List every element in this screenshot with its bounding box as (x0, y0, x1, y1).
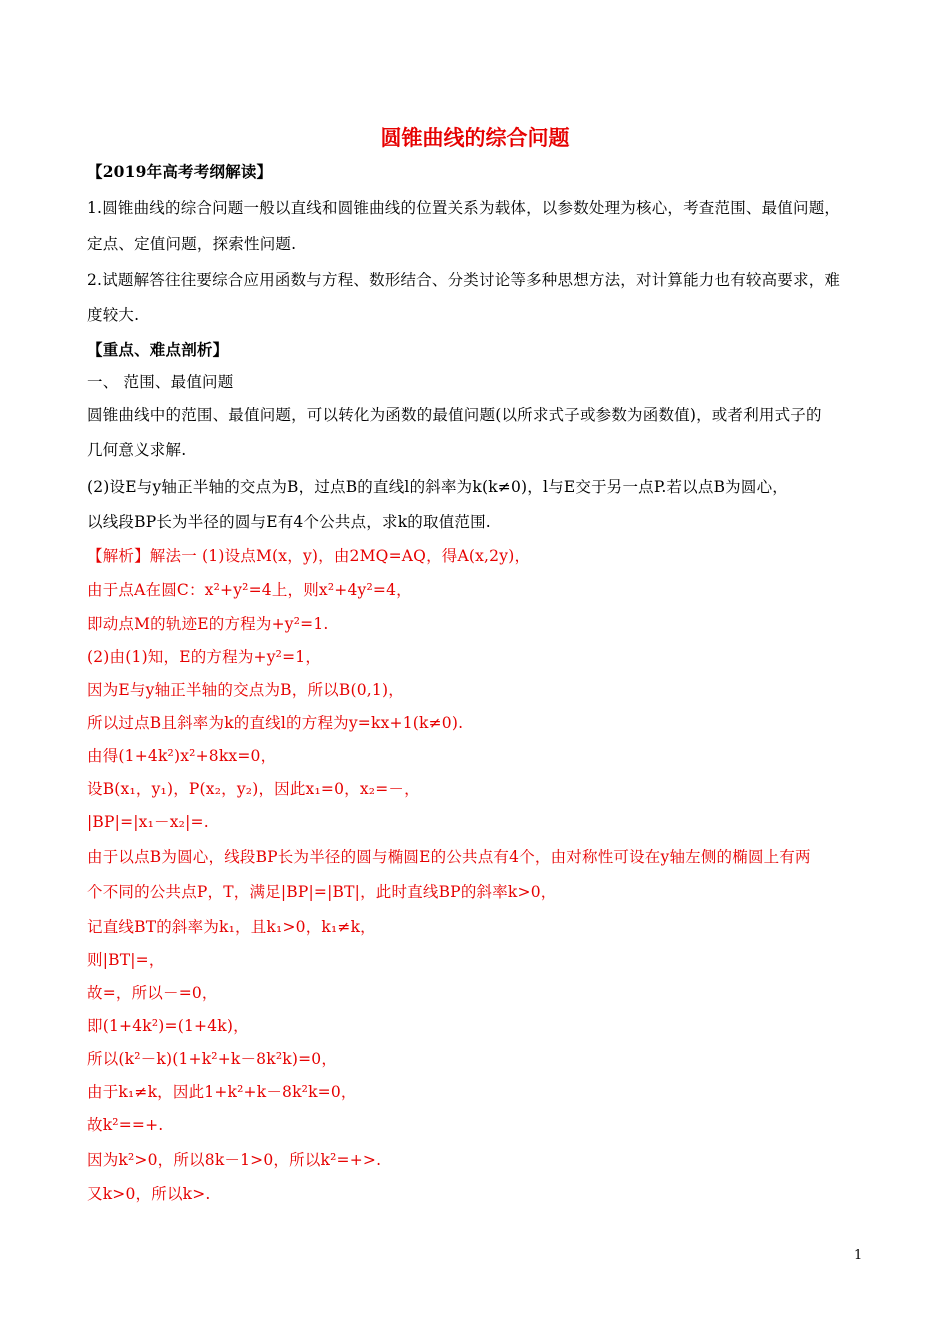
solution-line: 所以(k²－k)(1+k²+k－8k²k)=0， (87, 1050, 338, 1068)
solution-line: (2)由(1)知，E的方程为+y²=1， (87, 648, 322, 666)
solution-line: 故=，所以－=0， (87, 984, 218, 1002)
solution-line: 所以过点B且斜率为k的直线l的方程为y=kx+1(k≠0). (87, 714, 464, 732)
problem-line: 以线段BP长为半径的圆与E有4个公共点，求k的取值范围. (87, 513, 491, 531)
solution-line: |BP|=|x₁－x₂|=. (87, 813, 209, 831)
solution-line: 因为k²>0，所以8k－1>0，所以k²=+>. (87, 1151, 382, 1169)
solution-line: 由于点A在圆C：x²+y²=4上，则x²+4y²=4， (87, 581, 412, 599)
solution-line: 又k>0，所以k>. (87, 1185, 211, 1203)
solution-line: 由于以点B为圆心，线段BP长为半径的圆与椭圆E的公共点有4个，由对称性可设在y轴左侧的椭圆上有两 (87, 848, 811, 866)
page-title: 圆锥曲线的综合问题 (380, 125, 570, 150)
section-heading-syllabus: 【2019年高考考纲解读】 (87, 162, 273, 181)
solution-line: 由得(1+4k²)x²+8kx=0， (87, 747, 277, 765)
solution-line: 即动点M的轨迹E的方程为+y²=1. (87, 615, 329, 633)
paragraph-line: 1.圆锥曲线的综合问题一般以直线和圆锥曲线的位置关系为载体，以参数处理为核心，考查范围、最值问题， (87, 199, 841, 217)
solution-line: 设B(x₁，y₁)，P(x₂，y₂)，因此x₁=0，x₂=－， (87, 780, 420, 798)
paragraph-line: 圆锥曲线中的范围、最值问题，可以转化为函数的最值问题(以所求式子或参数为函数值)，或者利用式子的 (87, 406, 822, 424)
paragraph-line: 2.试题解答往往要综合应用函数与方程、数形结合、分类讨论等多种思想方法，对计算能力也有较高要求，难 (87, 271, 841, 289)
solution-line: 【解析】解法一 (1)设点M(x，y)，由2MQ=AQ，得A(x,2y)， (87, 547, 531, 565)
paragraph-line: 度较大. (87, 306, 140, 324)
subsection-heading: 一、 范围、最值问题 (87, 373, 234, 391)
problem-line: (2)设E与y轴正半轴的交点为B，过点B的直线l的斜率为k(k≠0)，l与E交于另一点P.若以点B为圆心， (87, 478, 788, 496)
solution-line: 由于k₁≠k，因此1+k²+k－8k²k=0， (87, 1083, 357, 1101)
solution-line: 个不同的公共点P，T，满足|BP|=|BT|，此时直线BP的斜率k>0， (87, 883, 557, 901)
solution-line: 故k²==+. (87, 1116, 164, 1134)
section-heading-key-points: 【重点、难点剖析】 (87, 340, 229, 359)
solution-line: 因为E与y轴正半轴的交点为B，所以B(0,1)， (87, 681, 404, 699)
paragraph-line: 几何意义求解. (87, 441, 187, 459)
solution-line: 则|BT|=， (87, 951, 165, 969)
solution-line: 记直线BT的斜率为k₁，且k₁>0，k₁≠k， (87, 918, 376, 936)
paragraph-line: 定点、定值问题，探索性问题. (87, 235, 297, 253)
solution-line: 即(1+4k²)=(1+4k)， (87, 1017, 249, 1035)
page-number: 1 (854, 1248, 863, 1263)
